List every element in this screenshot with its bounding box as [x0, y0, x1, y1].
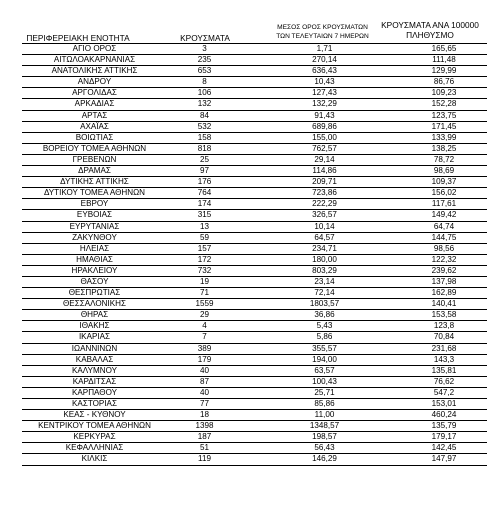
table-row — [22, 232, 487, 243]
per-100k-cell: 142,45 — [431, 443, 457, 453]
mean-7-days-cell: 198,57 — [312, 432, 337, 442]
region-cell: ΙΩΑΝΝΙΝΩΝ — [71, 343, 118, 353]
table-row — [22, 198, 487, 209]
mean-7-days-cell: 114,86 — [312, 166, 337, 176]
per-100k-cell: 171,45 — [431, 121, 457, 131]
per-100k-cell: 547,2 — [433, 387, 455, 397]
region-cell: ΚΑΛΥΜΝΟΥ — [71, 365, 118, 375]
cases-cell: 653 — [197, 66, 212, 76]
region-cell: ΑΡΓΟΛΙΔΑΣ — [72, 88, 117, 98]
table-body — [22, 43, 487, 466]
per-100k-cell: 123,75 — [431, 110, 457, 120]
mean-7-days-cell: 155,00 — [312, 132, 337, 142]
mean-7-days-cell: 194,00 — [312, 354, 337, 364]
region-cell: ΑΡΤΑΣ — [81, 110, 108, 120]
table-row — [22, 43, 487, 54]
region-cell: ΚΑΒΑΛΑΣ — [75, 354, 114, 364]
region-cell: ΚΙΛΚΙΣ — [81, 454, 108, 464]
region-cell: ΔΡΑΜΑΣ — [78, 166, 111, 176]
region-cell: ΗΜΑΘΙΑΣ — [76, 254, 113, 264]
region-cell: ΚΕΡΚΥΡΑΣ — [73, 432, 116, 442]
mean-7-days-cell: 636,43 — [312, 66, 337, 76]
cases-cell: 18 — [199, 410, 209, 420]
cases-cell: 315 — [197, 210, 212, 220]
region-cell: ΒΟΡΕΙΟΥ ΤΟΜΕΑ ΑΘΗΝΩΝ — [42, 143, 147, 153]
table-row — [22, 65, 487, 76]
mean-7-days-cell: 36,86 — [314, 310, 335, 320]
table-row — [22, 298, 487, 309]
per-100k-cell: 239,62 — [431, 265, 457, 275]
mean-7-days-cell: 85,86 — [314, 399, 335, 408]
mean-7-days-cell: 146,29 — [312, 454, 337, 464]
cases-cell: 7 — [202, 332, 207, 342]
table-row — [22, 387, 487, 398]
per-100k-cell: 138,25 — [431, 143, 457, 153]
per-100k-cell: 162,89 — [431, 288, 457, 298]
region-cell: ΔΥΤΙΚΗΣ ΑΤΤΙΚΗΣ — [60, 177, 129, 187]
table-row — [22, 221, 487, 232]
header-cases: ΚΡΟΥΣΜΑΤΑ — [180, 33, 230, 43]
cases-cell: 172 — [197, 254, 212, 264]
table-row — [22, 87, 487, 98]
per-100k-cell: 135,79 — [431, 421, 457, 431]
per-100k-cell: 179,17 — [431, 432, 457, 442]
header-per-line-2: ΠΛΗΘΥΣΜΟ — [406, 30, 454, 40]
mean-7-days-cell: 5,86 — [316, 332, 333, 342]
cases-cell: 4 — [202, 321, 207, 331]
mean-7-days-cell: 1348,57 — [309, 421, 340, 431]
mean-7-days-cell: 723,86 — [312, 188, 337, 198]
table-row — [22, 132, 487, 143]
cases-cell: 71 — [199, 288, 209, 298]
mean-7-days-cell: 63,57 — [314, 365, 335, 375]
per-100k-cell: 149,42 — [431, 210, 457, 220]
per-100k-cell: 70,84 — [433, 332, 455, 342]
mean-7-days-cell: 1803,57 — [309, 299, 340, 309]
header-mean-line-1: ΜΕΣΟΣ ΟΡΟΣ ΚΡΟΥΣΜΑΤΩΝ — [277, 24, 368, 31]
per-100k-cell: 109,23 — [431, 88, 457, 98]
mean-7-days-cell: 762,57 — [312, 143, 337, 153]
table-row — [22, 431, 487, 442]
cases-cell: 732 — [197, 265, 212, 275]
cases-cell: 3 — [202, 44, 207, 53]
cases-cell: 59 — [199, 232, 209, 242]
mean-7-days-cell: 222,29 — [312, 199, 337, 209]
cases-cell: 235 — [197, 55, 212, 65]
table-row — [22, 121, 487, 132]
mean-7-days-cell: 5,43 — [316, 321, 333, 331]
region-cell: ΕΥΡΥΤΑΝΙΑΣ — [69, 221, 120, 231]
per-100k-cell: 231,68 — [431, 343, 457, 353]
table-row — [22, 287, 487, 298]
region-cell: ΚΑΣΤΟΡΙΑΣ — [72, 399, 117, 408]
mean-7-days-cell: 270,14 — [312, 55, 337, 65]
cases-cell: 84 — [199, 110, 209, 120]
per-100k-cell: 122,32 — [431, 254, 457, 264]
per-100k-cell: 133,99 — [431, 132, 457, 142]
per-100k-cell: 153,01 — [431, 399, 457, 408]
mean-7-days-cell: 180,00 — [312, 254, 337, 264]
table-row — [22, 420, 487, 431]
region-cell: ΘΕΣΣΑΛΟΝΙΚΗΣ — [63, 299, 126, 309]
per-100k-cell: 135,81 — [431, 365, 457, 375]
mean-7-days-cell: 127,43 — [312, 88, 337, 98]
per-100k-cell: 153,58 — [431, 310, 457, 320]
per-100k-cell: 143,3 — [433, 354, 455, 364]
region-cell: ΔΥΤΙΚΟΥ ΤΟΜΕΑ ΑΘΗΝΩΝ — [43, 188, 146, 198]
table-row — [22, 110, 487, 121]
cases-cell: 13 — [199, 221, 209, 231]
mean-7-days-cell: 132,29 — [312, 99, 337, 109]
per-100k-cell: 76,62 — [433, 376, 455, 386]
region-cell: ΑΝΔΡΟΥ — [77, 77, 112, 87]
per-100k-cell: 86,76 — [433, 77, 455, 87]
table-row — [22, 331, 487, 342]
header-per-100k — [370, 20, 490, 40]
mean-7-days-cell: 72,14 — [314, 288, 335, 298]
region-cell: ΗΛΕΙΑΣ — [79, 243, 110, 253]
table-row — [22, 265, 487, 276]
header-region: ΠΕΡΙΦΕΡΕΙΑΚΗ ΕΝΟΤΗΤΑ — [26, 33, 130, 43]
per-100k-cell: 137,98 — [431, 276, 457, 286]
per-100k-cell: 152,28 — [431, 99, 457, 109]
table-row — [22, 343, 487, 354]
cases-cell: 158 — [197, 132, 212, 142]
mean-7-days-cell: 803,29 — [312, 265, 337, 275]
cases-cell: 132 — [197, 99, 212, 109]
per-100k-cell: 144,75 — [431, 232, 457, 242]
per-100k-cell: 165,65 — [431, 44, 457, 53]
table-row — [22, 187, 487, 198]
region-cell: ΕΥΒΟΙΑΣ — [76, 210, 113, 220]
cases-cell: 19 — [199, 276, 209, 286]
mean-7-days-cell: 326,57 — [312, 210, 337, 220]
region-cell: ΑΡΚΑΔΙΑΣ — [74, 99, 115, 109]
table-row — [22, 276, 487, 287]
mean-7-days-cell: 64,57 — [314, 232, 335, 242]
cases-cell: 87 — [199, 376, 209, 386]
cases-cell: 764 — [197, 188, 212, 198]
table-row — [22, 143, 487, 154]
per-100k-cell: 64,74 — [433, 221, 455, 231]
cases-cell: 532 — [197, 121, 212, 131]
table-row — [22, 320, 487, 331]
table-row — [22, 376, 487, 387]
region-cell: ΚΕΦΑΛΛΗΝΙΑΣ — [65, 443, 124, 453]
region-cell: ΕΒΡΟΥ — [80, 199, 109, 209]
mean-7-days-cell: 56,43 — [314, 443, 335, 453]
region-cell: ΒΟΙΩΤΙΑΣ — [75, 132, 114, 142]
region-cell: ΚΕΝΤΡΙΚΟΥ ΤΟΜΕΑ ΑΘΗΝΩΝ — [38, 421, 151, 431]
mean-7-days-cell: 689,86 — [312, 121, 337, 131]
cases-cell: 40 — [199, 365, 209, 375]
mean-7-days-cell: 234,71 — [312, 243, 337, 253]
mean-7-days-cell: 1,71 — [316, 44, 333, 53]
region-cell: ΑΧΑΪΑΣ — [80, 121, 109, 131]
table-row — [22, 98, 487, 109]
per-100k-cell: 109,37 — [431, 177, 457, 187]
cases-cell: 174 — [197, 199, 212, 209]
cases-cell: 179 — [197, 354, 212, 364]
table-row — [22, 354, 487, 365]
per-100k-cell: 156,02 — [431, 188, 457, 198]
region-cell: ΙΘΑΚΗΣ — [79, 321, 110, 331]
cases-cell: 29 — [199, 310, 209, 320]
mean-7-days-cell: 25,71 — [314, 387, 335, 397]
region-cell: ΙΚΑΡΙΑΣ — [78, 332, 111, 342]
header-mean-line-2: ΤΩΝ ΤΕΛΕΥΤΑΙΩΝ 7 ΗΜΕΡΩΝ — [276, 33, 369, 40]
region-cell: ΑΝΑΤΟΛΙΚΗΣ ΑΤΤΙΚΗΣ — [51, 66, 138, 76]
region-cell: ΘΕΣΠΡΩΤΙΑΣ — [68, 288, 121, 298]
cases-cell: 97 — [199, 166, 209, 176]
mean-7-days-cell: 10,43 — [314, 77, 335, 87]
table-row — [22, 309, 487, 320]
per-100k-cell: 117,61 — [431, 199, 457, 209]
cases-cell: 40 — [199, 387, 209, 397]
table-row — [22, 254, 487, 265]
region-cell: ΗΡΑΚΛΕΙΟΥ — [71, 265, 118, 275]
cases-cell: 1398 — [195, 421, 214, 431]
cases-cell: 51 — [199, 443, 209, 453]
per-100k-cell: 140,41 — [431, 299, 457, 309]
table-row — [22, 76, 487, 87]
cases-cell: 8 — [202, 77, 207, 87]
table-row — [22, 154, 487, 165]
region-cell: ΘΑΣΟΥ — [80, 276, 109, 286]
mean-7-days-cell: 209,71 — [312, 177, 337, 187]
cases-cell: 157 — [197, 243, 212, 253]
cases-cell: 389 — [197, 343, 212, 353]
per-100k-cell: 147,97 — [431, 454, 457, 464]
region-cell: ΑΓΙΟ ΟΡΟΣ — [72, 44, 117, 53]
region-cell: ΓΡΕΒΕΝΩΝ — [72, 154, 117, 164]
cases-cell: 818 — [197, 143, 212, 153]
table-row — [22, 176, 487, 187]
mean-7-days-cell: 91,43 — [314, 110, 335, 120]
table-row — [22, 365, 487, 376]
region-cell: ΚΑΡΔΙΤΣΑΣ — [72, 376, 117, 386]
table-row — [22, 442, 487, 453]
cases-cell: 106 — [197, 88, 212, 98]
mean-7-days-cell: 355,57 — [312, 343, 337, 353]
table-row — [22, 453, 487, 465]
cases-cell: 1559 — [195, 299, 214, 309]
per-100k-cell: 129,99 — [431, 66, 457, 76]
header-per-line-1: ΚΡΟΥΣΜΑΤΑ ΑΝΑ 100000 — [381, 20, 479, 30]
table-row — [22, 54, 487, 65]
cases-cell: 119 — [198, 454, 211, 464]
cases-cell: 187 — [197, 432, 212, 442]
region-cell: ΑΙΤΩΛΟΑΚΑΡΝΑΝΙΑΣ — [53, 55, 136, 65]
region-cell: ΘΗΡΑΣ — [80, 310, 109, 320]
table-row — [22, 165, 487, 176]
table-row — [22, 243, 487, 254]
cases-cell: 77 — [199, 399, 209, 408]
table-row — [22, 409, 487, 420]
table-row — [22, 209, 487, 220]
mean-7-days-cell: 11,00 — [314, 410, 335, 420]
mean-7-days-cell: 29,14 — [314, 154, 335, 164]
table-row — [22, 398, 487, 409]
cases-cell: 176 — [197, 177, 212, 187]
per-100k-cell: 78,72 — [433, 154, 455, 164]
cases-cell: 25 — [199, 154, 209, 164]
per-100k-cell: 98,69 — [433, 166, 455, 176]
per-100k-cell: 460,24 — [431, 410, 457, 420]
region-cell: ΖΑΚΥΝΘΟΥ — [72, 232, 117, 242]
mean-7-days-cell: 23,14 — [314, 276, 335, 286]
mean-7-days-cell: 10,14 — [314, 221, 335, 231]
per-100k-cell: 111,48 — [432, 55, 456, 65]
mean-7-days-cell: 100,43 — [312, 376, 337, 386]
region-cell: ΚΕΑΣ - ΚΥΘΝΟΥ — [63, 410, 126, 420]
per-100k-cell: 123,8 — [433, 321, 455, 331]
per-100k-cell: 98,56 — [433, 243, 455, 253]
region-cell: ΚΑΡΠΑΘΟΥ — [72, 387, 117, 397]
